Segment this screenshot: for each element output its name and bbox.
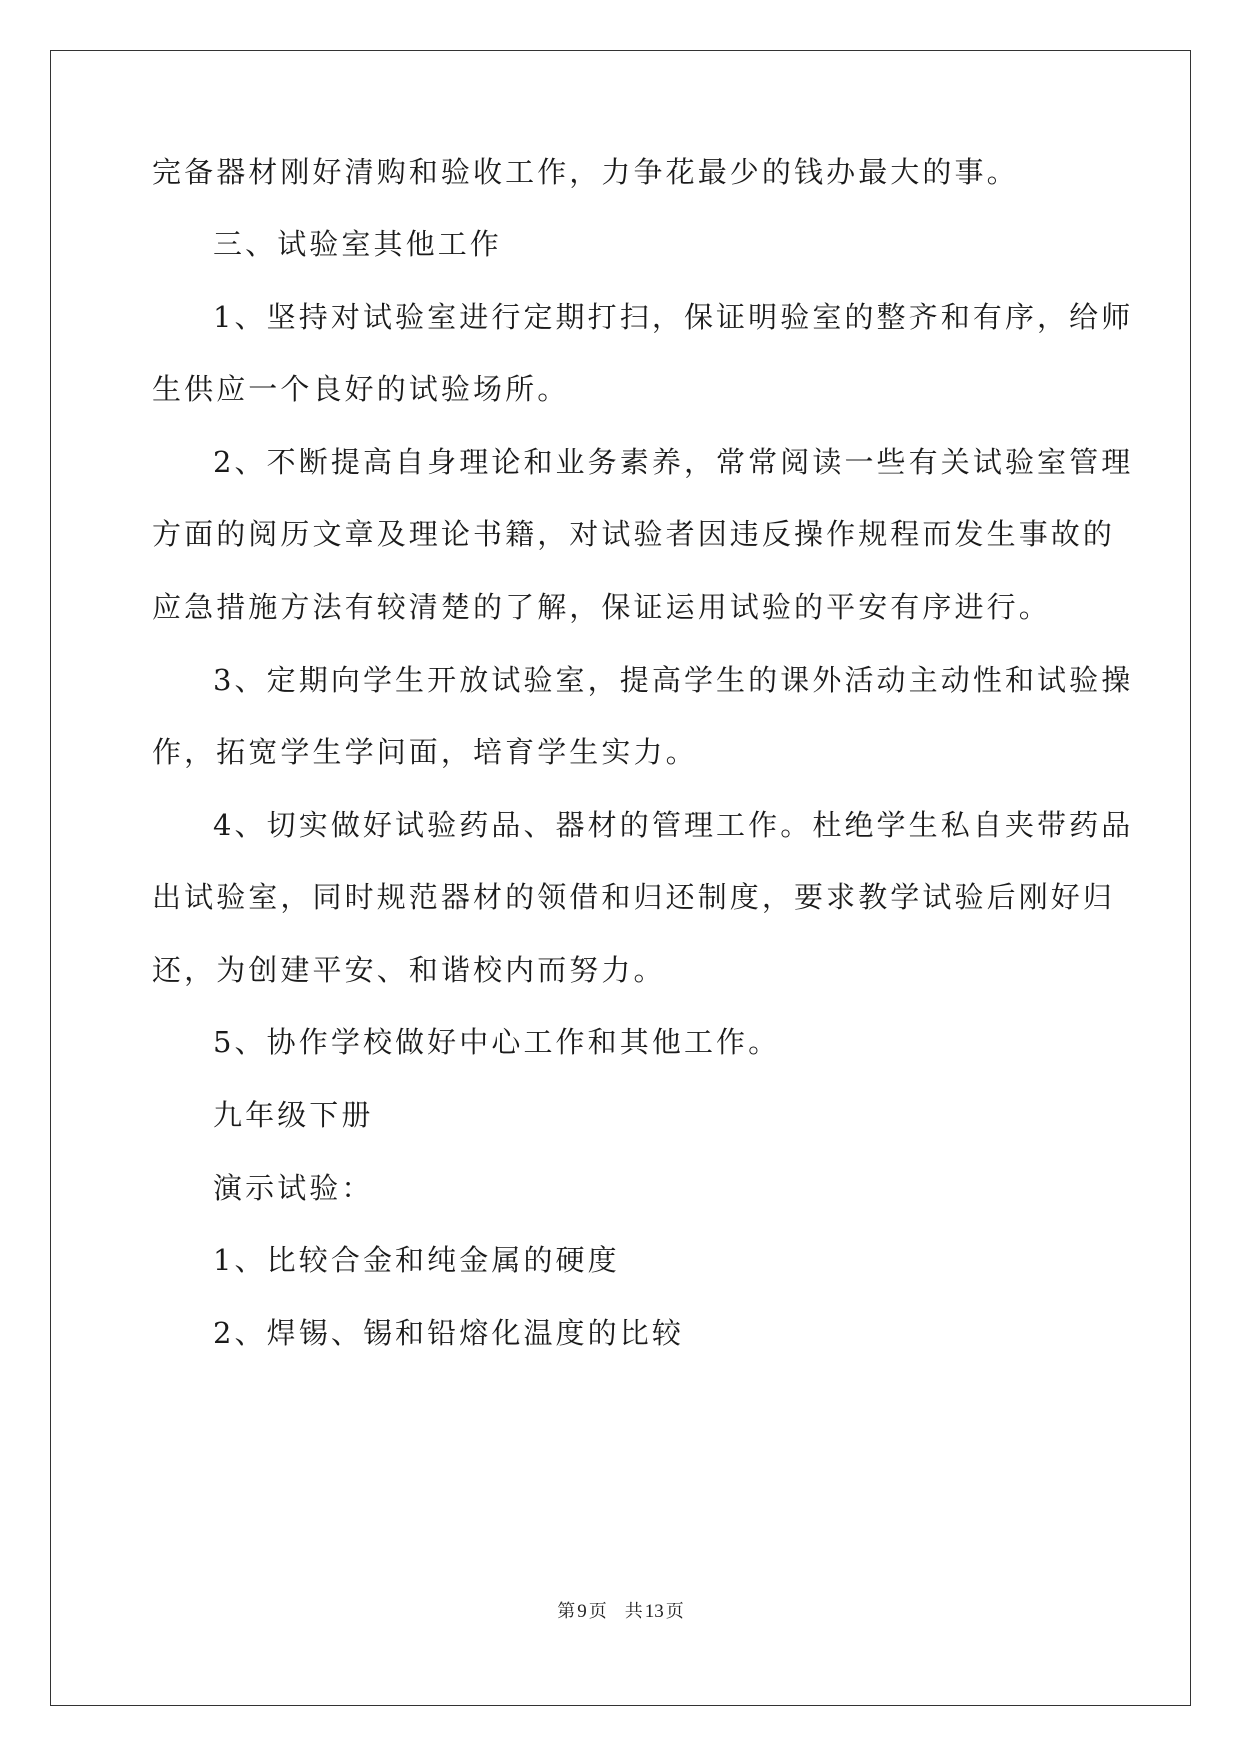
paragraph-line: 完备器材刚好清购和验收工作，力争花最少的钱办最大的事。	[152, 155, 1019, 189]
paragraph-line: 生供应一个良好的试验场所。	[152, 372, 570, 406]
subheading: 九年级下册	[213, 1098, 374, 1132]
paragraph-line: 1、坚持对试验室进行定期打扫，保证明验室的整齐和有序，给师	[213, 300, 1134, 334]
paragraph-line: 出试验室，同时规范器材的领借和归还制度，要求教学试验后刚好归	[152, 880, 1116, 914]
total-prefix: 共	[624, 1601, 643, 1622]
list-item: 1、比较合金和纯金属的硬度	[213, 1243, 620, 1277]
page-prefix: 第	[557, 1601, 576, 1622]
total-pages: 13	[644, 1601, 664, 1622]
paragraph-line: 应急措施方法有较清楚的了解，保证运用试验的平安有序进行。	[152, 590, 1051, 624]
subheading: 演示试验：	[213, 1171, 374, 1205]
paragraph-line: 还，为创建平安、和谐校内而努力。	[152, 953, 666, 987]
paragraph-line: 作，拓宽学生学问面，培育学生实力。	[152, 735, 698, 769]
section-heading: 三、试验室其他工作	[213, 227, 502, 261]
paragraph-line: 方面的阅历文章及理论书籍，对试验者因违反操作规程而发生事故的	[152, 517, 1116, 551]
page-number: 9	[577, 1601, 587, 1622]
total-suffix: 页	[665, 1601, 684, 1622]
paragraph-line: 4、切实做好试验药品、器材的管理工作。杜绝学生私自夹带药品	[213, 808, 1134, 842]
list-item: 2、焊锡、锡和铅熔化温度的比较	[213, 1316, 684, 1350]
paragraph-line: 5、协作学校做好中心工作和其他工作。	[213, 1025, 781, 1059]
paragraph-line: 3、定期向学生开放试验室，提高学生的课外活动主动性和试验操	[213, 663, 1134, 697]
page-suffix: 页	[588, 1601, 607, 1622]
paragraph-line: 2、不断提高自身理论和业务素养，常常阅读一些有关试验室管理	[213, 445, 1134, 479]
page-footer	[0, 1597, 1241, 1623]
